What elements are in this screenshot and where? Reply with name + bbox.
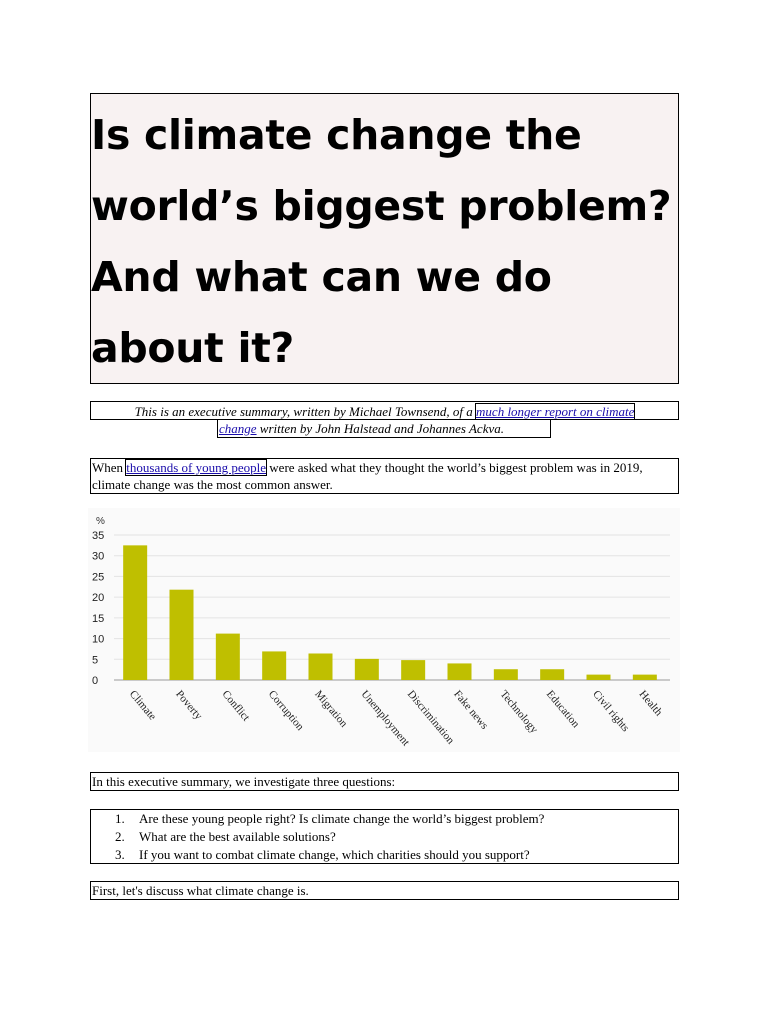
questions-box	[90, 809, 679, 864]
bar	[355, 659, 379, 680]
x-tick-label: Fake news	[451, 688, 491, 732]
x-tick-label: Migration	[312, 688, 350, 730]
bar	[401, 660, 425, 680]
y-tick-label: 20	[92, 592, 105, 605]
page-title: Is climate change the world’s biggest problem? And what can we do about it?	[91, 111, 672, 372]
x-tick-label: Discrimination	[404, 688, 457, 747]
list-number: 3.	[115, 847, 125, 862]
bar	[494, 669, 518, 680]
intro-paragraph	[90, 458, 679, 494]
y-tick-label: 30	[92, 550, 105, 563]
y-tick-label: 0	[92, 675, 99, 687]
bar	[633, 675, 657, 680]
y-tick-label: 5	[92, 654, 99, 667]
list-text: What are the best available solutions?	[139, 829, 336, 844]
intro-prefix: When	[92, 460, 127, 475]
x-tick-label: Technology	[497, 688, 541, 736]
bar	[216, 634, 240, 680]
bar	[262, 651, 286, 680]
bar	[540, 669, 564, 680]
summary-suffix: written by John Halstead and Johannes Ackva.	[256, 421, 504, 436]
x-tick-label: Conflict	[219, 688, 252, 724]
x-tick-label: Climate	[126, 688, 159, 723]
summary-line-2	[217, 419, 551, 438]
y-tick-label: 10	[92, 633, 105, 646]
closing-paragraph: First, let's discuss what climate change is.	[90, 881, 679, 900]
bar-chart	[88, 508, 680, 752]
y-tick-label: 15	[92, 612, 105, 625]
y-tick-label: 25	[92, 571, 105, 584]
report-link-continued[interactable]: change	[219, 421, 257, 436]
list-item	[91, 846, 678, 864]
list-text: If you want to combat climate change, which charities should you support?	[139, 847, 530, 862]
questions-intro: In this executive summary, we investigate three questions:	[90, 772, 679, 791]
x-tick-label: Health	[636, 688, 665, 719]
summary-prefix: This is an executive summary, written by Michael Townsend, of a	[134, 404, 477, 419]
bar	[170, 590, 194, 680]
report-link[interactable]: much longer report on climate	[476, 404, 635, 419]
intro-suffix: were asked what they thought the world’s biggest problem was in 2019, climate change was the most common answer.	[92, 460, 643, 492]
x-tick-label: Education	[543, 688, 582, 731]
bar	[123, 545, 147, 680]
questions-list	[91, 810, 678, 864]
list-number: 2.	[115, 829, 125, 844]
x-tick-label: Poverty	[173, 688, 205, 723]
x-tick-label: Corruption	[265, 688, 307, 733]
list-item	[91, 828, 678, 846]
title-box	[90, 93, 679, 384]
bar	[448, 663, 472, 680]
y-tick-label: 35	[92, 530, 105, 542]
x-tick-label: Unemployment	[358, 688, 412, 749]
y-axis-label: %	[96, 516, 105, 527]
list-text: Are these young people right? Is climate change the world’s biggest problem?	[139, 811, 545, 826]
list-item	[91, 810, 678, 828]
summary-box	[90, 401, 679, 420]
bar	[309, 653, 333, 680]
bar	[587, 675, 611, 680]
young-people-link[interactable]: thousands of young people	[126, 460, 267, 475]
list-number: 1.	[115, 811, 125, 826]
x-tick-label: Civil rights	[590, 688, 632, 735]
